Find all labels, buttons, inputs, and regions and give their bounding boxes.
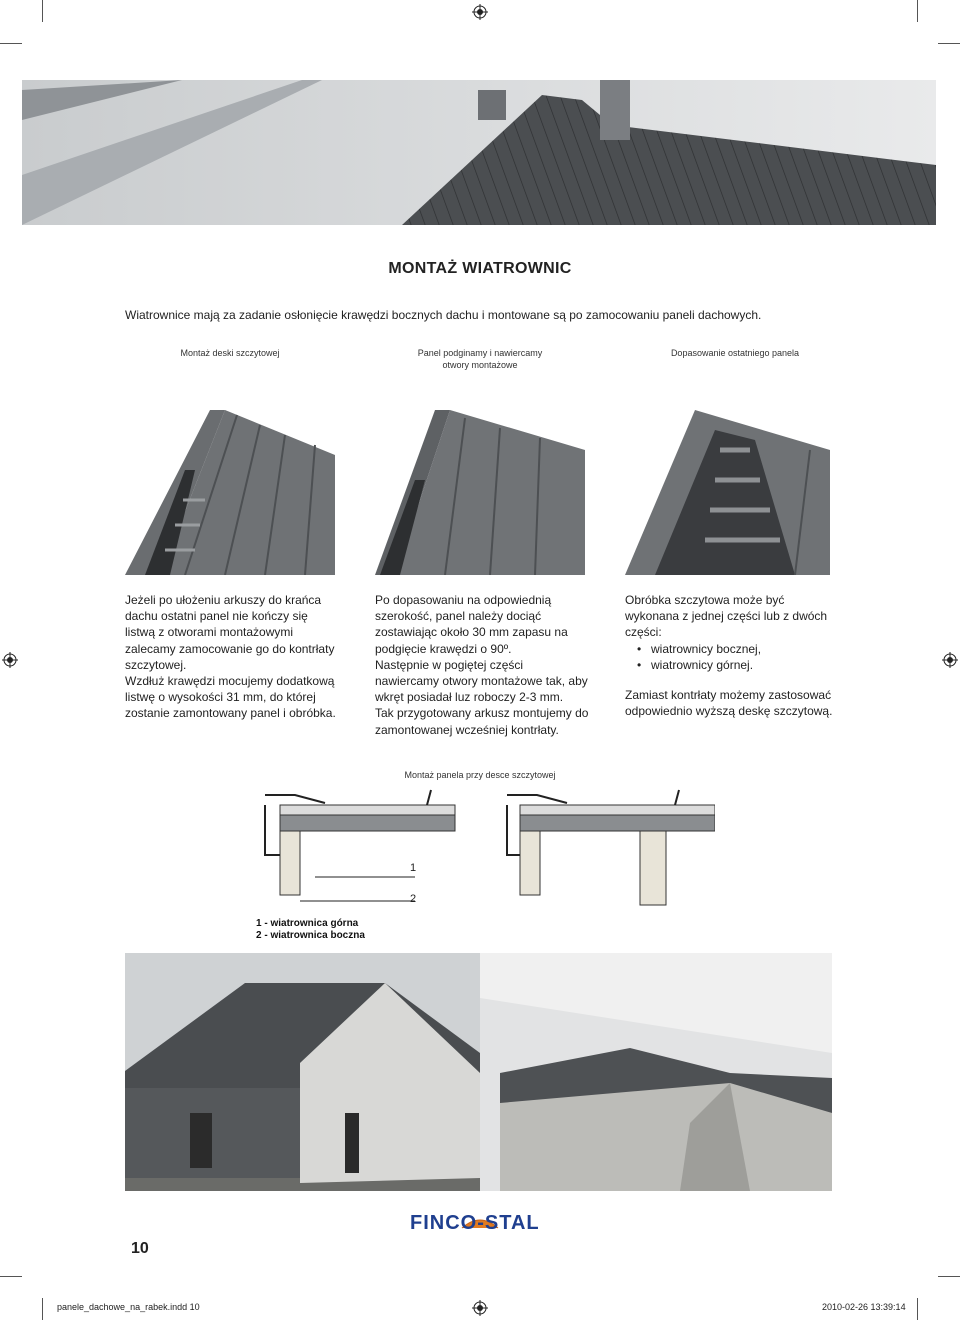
diagram-legend [256, 918, 365, 942]
col2-paragraph: Tak przygotowany arkusz montujemy do zamontowanej wcześniej kontrłaty. [375, 706, 589, 737]
step2-illustration [375, 410, 585, 575]
col1-paragraph: Jeżeli po ułożeniu arkuszy do krańca dachu ostatni panel nie kończy się listwą z otworami montażowymi zalecamy zamocowanie go do kontrłaty szczytowej. [125, 593, 335, 672]
step1-caption: Montaż deski szczytowej [180, 348, 280, 358]
house-photo [125, 953, 480, 1191]
registration-mark-icon [2, 652, 18, 668]
page-number: 10 [131, 1240, 149, 1257]
step3-caption: Dopasowanie ostatniego panela [670, 348, 800, 358]
diagram-caption: Montaż panela przy desce szczytowej [404, 770, 556, 780]
registration-mark-icon [942, 652, 958, 668]
diagram-label-2: 2 [410, 893, 417, 905]
gable-trim-photo [480, 953, 832, 1191]
list-item: • wiatrownicy bocznej, [651, 641, 840, 657]
step2-caption-line1: Panel podginamy i nawiercamy [417, 348, 543, 358]
crop-mark [0, 43, 22, 44]
text-column-1 [125, 592, 340, 722]
crop-mark [42, 0, 43, 22]
legend-item: 2 - wiatrownica boczna [256, 930, 365, 941]
crop-mark [0, 1276, 22, 1277]
crop-mark [917, 0, 918, 22]
step1-illustration [125, 410, 335, 575]
col2-paragraph: Po dopasowaniu na odpowiednią szerokość, panel należy dociąć zostawiając około 30 mm zapasu na podgięcie krawędzi o 90º. [375, 593, 568, 656]
footer-timestamp: 2010-02-26 13:39:14 [822, 1302, 906, 1312]
col3-list [625, 641, 840, 673]
col2-paragraph: Następnie w pogiętej części nawiercamy otwory montażowe tak, aby wkręt posiadał luz roboczy 2-3 mm. [375, 657, 588, 705]
step2-caption-line2: otwory montażowe [442, 360, 518, 370]
crop-mark [938, 43, 960, 44]
registration-mark-icon [472, 4, 488, 20]
col1-paragraph: Wzdłuż krawędzi mocujemy dodatkową listwę o wysokości 31 mm, do której zostanie zamontowany panel i obróbka. [125, 674, 336, 721]
diagram-label-1: 1 [410, 862, 417, 874]
step2-caption [395, 347, 565, 371]
crop-mark [938, 1276, 960, 1277]
list-item: • wiatrownicy górnej. [651, 657, 840, 673]
crop-mark [42, 1298, 43, 1320]
crop-mark [917, 1298, 918, 1320]
intro-text: Wiatrownice mają za zadanie osłonięcie krawędzi bocznych dachu i montowane są po zamocowaniu paneli dachowych. [125, 308, 762, 322]
footer-filename: panele_dachowe_na_rabek.indd 10 [57, 1302, 200, 1312]
registration-mark-icon [472, 1300, 488, 1316]
legend-item: 1 - wiatrownica górna [256, 918, 359, 929]
step3-illustration [625, 410, 835, 575]
text-column-3 [625, 592, 840, 719]
col3-paragraph: Obróbka szczytowa może być wykonana z jednej części lub z dwóch części: [625, 593, 828, 640]
text-column-2 [375, 592, 590, 738]
logo-text: FINCO-STAL [410, 1212, 540, 1234]
col3-paragraph: Zamiast kontrłaty możemy zastosować odpowiednio wyższą deskę szczytową. [625, 688, 833, 719]
finco-stal-logo [410, 1212, 540, 1235]
gable-trim-diagram [255, 785, 715, 915]
roof-photo-top [22, 80, 936, 225]
page-title: MONTAŻ WIATROWNIC [388, 260, 572, 277]
